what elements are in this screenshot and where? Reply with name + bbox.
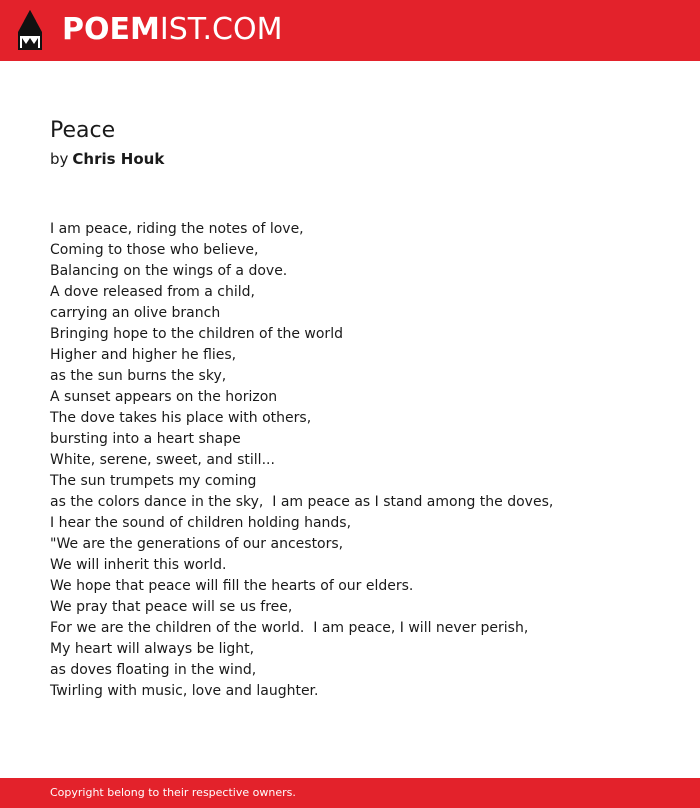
poem-line: Coming to those who believe, <box>50 242 259 258</box>
poem-byline <box>50 148 164 170</box>
poem-line: as the sun burns the sky, <box>50 368 227 384</box>
poem-line: I am peace, riding the notes of love, <box>50 221 304 237</box>
copyright-text: Copyright belong to their respective owners. <box>50 786 296 799</box>
poem-line: A sunset appears on the horizon <box>50 389 278 405</box>
poem-line: A dove released from a child, <box>50 284 255 300</box>
site-footer <box>0 778 700 808</box>
poem-line: The sun trumpets my coming <box>50 473 257 489</box>
poem-line: The dove takes his place with others, <box>50 410 312 426</box>
poem-line: We hope that peace will fill the hearts of our elders. <box>50 578 414 594</box>
poem-line: Higher and higher he flies, <box>50 347 237 363</box>
poem-line: We pray that peace will se us free, <box>50 599 293 615</box>
poem-line: We will inherit this world. <box>50 557 227 573</box>
poem-line: bursting into a heart shape <box>50 431 241 447</box>
poem-line: Balancing on the wings of a dove. <box>50 263 288 279</box>
poem-line: My heart will always be light, <box>50 641 255 657</box>
poem-title: Peace <box>50 118 116 143</box>
poem-line: Bringing hope to the children of the world <box>50 326 343 342</box>
poem-line: For we are the children of the world. I am peace, I will never perish, <box>50 620 529 636</box>
poem-line: I hear the sound of children holding hands, <box>50 515 352 531</box>
poem-body <box>50 219 670 702</box>
poem-line: as doves floating in the wind, <box>50 662 257 678</box>
brand-light: IST.COM <box>159 12 283 47</box>
poem-line: as the colors dance in the sky, I am peace as I stand among the doves, <box>50 494 554 510</box>
poem-line: carrying an olive branch <box>50 305 221 321</box>
poem-line: Twirling with music, love and laughter. <box>50 683 319 699</box>
poem-line: "We are the generations of our ancestors, <box>50 536 344 552</box>
site-logo-link[interactable] <box>62 12 282 48</box>
poem-author: Chris Houk <box>72 150 165 168</box>
poem-line: White, serene, sweet, and still... <box>50 452 275 468</box>
brand-bold: POEM <box>62 12 160 47</box>
site-header <box>0 0 700 61</box>
by-label: by <box>50 150 69 168</box>
pencil-tip-icon[interactable] <box>18 10 42 50</box>
